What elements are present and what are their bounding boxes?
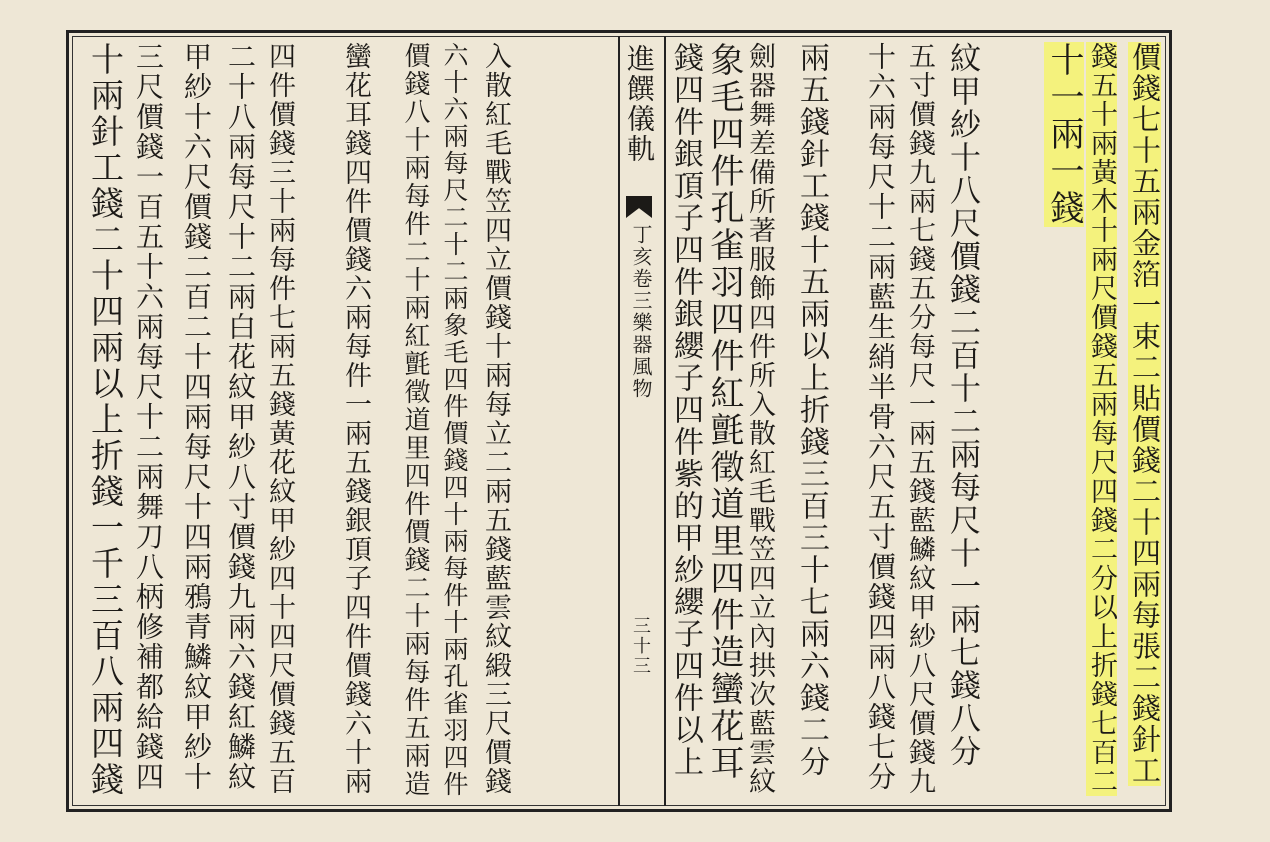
text-column: 象毛四件孔雀羽四件紅氈徵道里四件造蠻花耳 <box>704 42 744 782</box>
text-column: 錢四件銀頂子四件銀纓子四件紫的甲紗纓子四件以上 <box>668 42 703 778</box>
text-column: 二十八兩每尺十二兩白花紋甲紗八寸價錢九兩六錢紅鱗紋 <box>224 42 257 792</box>
text-column: 四件價錢三十兩每件七兩五錢黃花紋甲紗四十四尺價錢五百 <box>264 42 295 796</box>
text-column: 十六兩每尺十二兩藍生綃半骨六尺五寸價錢四兩八錢七分 <box>864 42 897 792</box>
text-column: 甲紗十六尺價錢二百二十四兩每尺十四兩鴉青鱗紋甲紗十 <box>180 42 213 792</box>
book-title: 進饌儀軌 <box>623 44 656 164</box>
text-column: 兩五錢針工錢十五兩以上折錢三百三十七兩六錢二分 <box>794 42 829 778</box>
text-column: 紋甲紗十八尺價錢二百十二兩每尺十一兩七錢八分 <box>944 42 980 768</box>
text-column: 錢五十兩黃木十兩尺價錢五兩每尺四錢二分以上折錢七百二 <box>1086 42 1117 796</box>
text-column: 三尺價錢一百五十六兩每尺十二兩舞刀八柄修補都給錢四 <box>132 42 165 792</box>
text-column: 價錢七十五兩金箔一束二貼價錢二十四兩每張二錢針工 <box>1128 42 1162 786</box>
text-column: 十兩針工錢二十四兩以上折錢一千三百八兩四錢 <box>86 42 125 798</box>
banner-right-line <box>664 36 666 806</box>
text-column: 十一兩一錢 <box>1044 42 1084 227</box>
text-column: 六十六兩每尺二十二兩象毛四件價錢四十兩每件十兩孔雀羽四件 <box>440 42 469 798</box>
volume-label: 丁亥卷三樂器風物 <box>629 224 653 400</box>
text-column: 入散紅毛戰笠四立價錢十兩每立二兩五錢藍雲紋緞三尺價錢 <box>480 42 511 796</box>
text-column: 蠻花耳錢四件價錢六兩每件一兩五錢銀頂子四件價錢六十兩 <box>340 42 371 796</box>
text-column: 價錢八十兩每件二十兩紅氈徵道里四件價錢二十兩每件五兩造 <box>400 42 430 798</box>
center-banner <box>618 36 664 806</box>
text-column: 五寸價錢九兩七錢五分每尺一兩五錢藍鱗紋甲紗八尺價錢九 <box>904 42 935 796</box>
page-number: 三十三 <box>630 616 651 676</box>
text-column: 劍器舞差備所著服飾四件所入散紅毛戰笠四立內拱次藍雲紋 <box>744 42 775 796</box>
fishtail-mark-icon <box>626 196 652 218</box>
